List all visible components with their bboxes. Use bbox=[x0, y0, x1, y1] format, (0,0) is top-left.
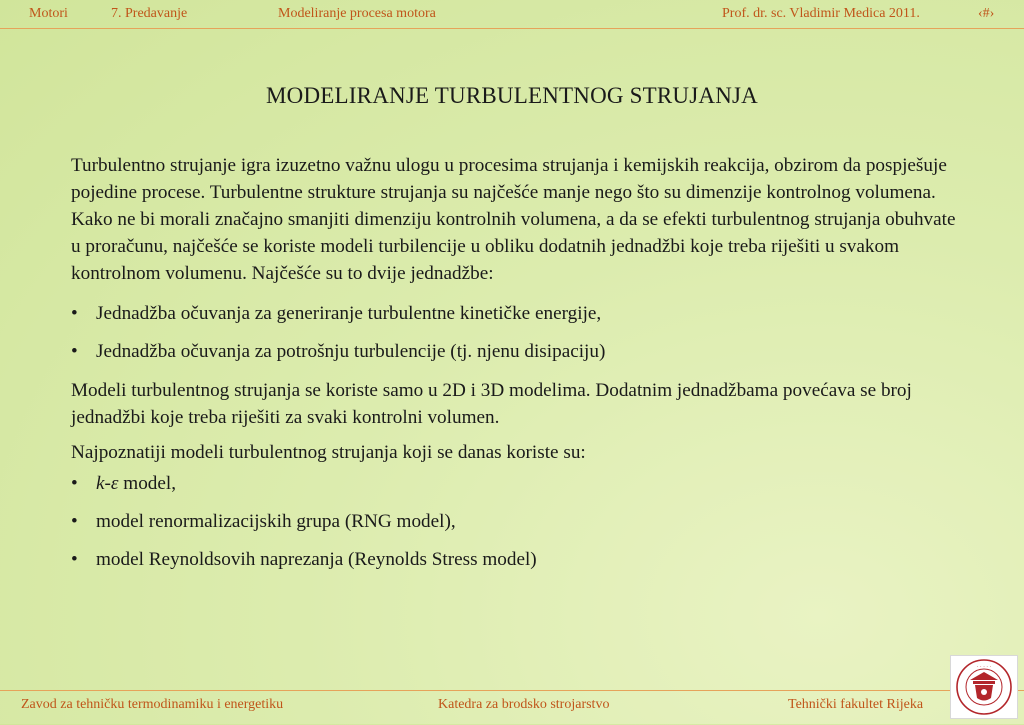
slide-body bbox=[71, 152, 961, 584]
intro-paragraph: Turbulentno strujanje igra izuzetno važnu ulogu u procesima strujanja i kemijskih reakcija, obzirom da pospješuje pojedine procese. Turbulentne strukture strujanja su najčešće manje nego što su dimenzije kontrolnog volumena. Kako ne bi morali značajno smanjiti dimenziju kontrolnih volumena, a da se efekti turbulentnog strujanja obuhvate u proračunu, najčešće se koriste modeli turbilencije u obliku dodatnih jednadžbi koje treba riješiti u svakom kontrolnom volumenu. Najčešće su to dvije jednadžbe: bbox=[71, 155, 956, 284]
equation-list bbox=[71, 300, 961, 365]
slide-number: ‹#› bbox=[978, 6, 995, 21]
lecture-topic: Modeliranje procesa motora bbox=[278, 6, 436, 21]
chair-name: Katedra za brodsko strojarstvo bbox=[438, 697, 610, 712]
slide-footer bbox=[0, 690, 1024, 725]
list-item: • model Reynoldsovih naprezanja (Reynolds Stress model) bbox=[71, 546, 961, 573]
bullet: • bbox=[71, 303, 78, 324]
bullet: • bbox=[71, 341, 78, 362]
slide-title: MODELIRANJE TURBULENTNOG STRUJANJA bbox=[266, 83, 758, 108]
models-paragraph: Modeli turbulentnog strujanja se koriste samo u 2D i 3D modelima. Dodatnim jednadžbama povećava se broj jednadžbi koje treba riješiti za svaki kontrolni volumen. bbox=[71, 380, 912, 428]
faculty-name: Tehnički fakultet Rijeka bbox=[788, 697, 924, 712]
models-intro: Najpoznatiji modeli turbulentnog strujanja koji se danas koriste su: bbox=[71, 442, 586, 463]
bullet: • bbox=[71, 549, 78, 570]
department-name: Zavod za tehničku termodinamiku i energetiku bbox=[21, 697, 284, 712]
list-item: • k-ε model, bbox=[71, 470, 961, 497]
university-seal-icon bbox=[951, 656, 1017, 718]
model-list bbox=[71, 470, 961, 573]
slide-header bbox=[0, 0, 1024, 29]
author-year: Prof. dr. sc. Vladimir Medica 2011. bbox=[722, 6, 920, 21]
bullet: • bbox=[71, 473, 78, 494]
list-item: • Jednadžba očuvanja za potrošnju turbulencije (tj. njenu disipaciju) bbox=[71, 338, 961, 365]
svg-text:· · · · ·: · · · · · bbox=[976, 664, 992, 670]
k-epsilon-symbol: k-ε bbox=[96, 473, 119, 494]
lecture-number: 7. Predavanje bbox=[111, 6, 188, 21]
list-item: • model renormalizacijskih grupa (RNG model), bbox=[71, 508, 961, 535]
course-name: Motori bbox=[29, 6, 68, 21]
faculty-logo bbox=[950, 655, 1018, 719]
bullet: • bbox=[71, 511, 78, 532]
list-item: • Jednadžba očuvanja za generiranje turbulentne kinetičke energije, bbox=[71, 300, 961, 327]
